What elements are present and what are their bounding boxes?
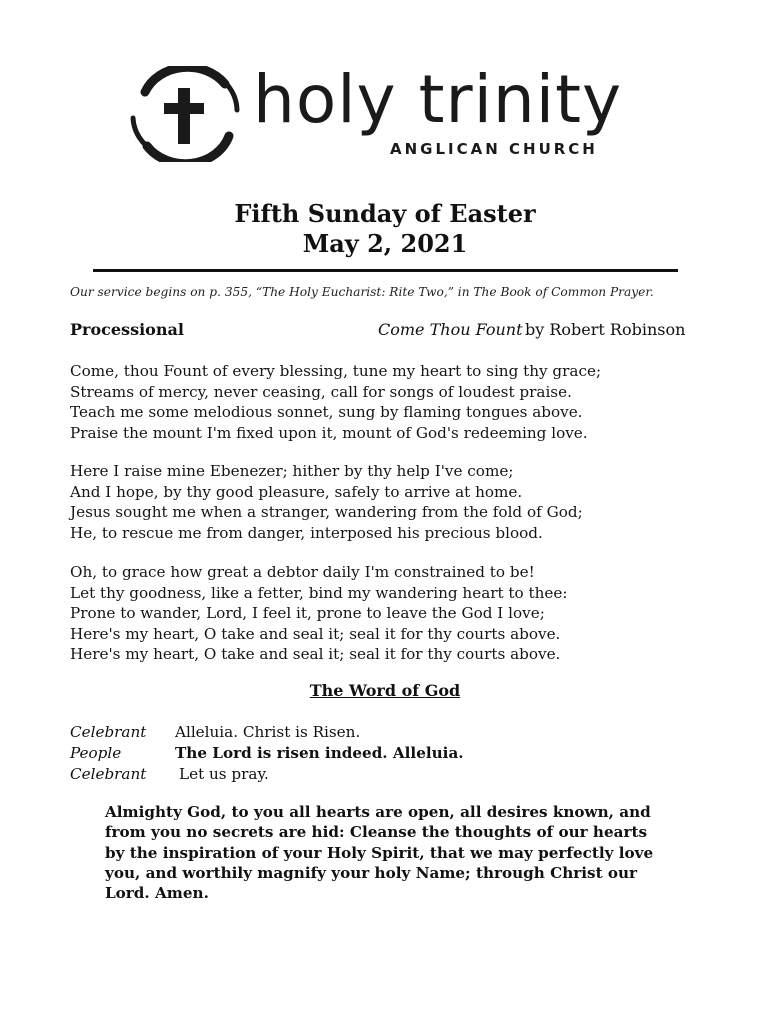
hymn-line: Here's my heart, O take and seal it; seal it for thy courts above. <box>70 645 561 663</box>
section-heading: The Word of God <box>309 681 461 700</box>
hymn-title: Come Thou Fount <box>378 320 523 339</box>
hymn-author: by Robert Robinson <box>525 320 686 339</box>
response-text: Alleluia. Christ is Risen. <box>175 723 361 741</box>
hymn-line: Teach me some melodious sonnet, sung by flaming tongues above. <box>70 403 583 421</box>
processional-label: Processional <box>70 320 184 339</box>
hymn-line: Streams of mercy, never ceasing, call for songs of loudest praise. <box>70 382 572 401</box>
prayer-line: from you no secrets are hid: Cleanse the thoughts of our hearts <box>105 823 648 842</box>
hymn-line: Praise the mount I'm fixed upon it, mount of God's redeeming love. <box>70 423 588 442</box>
circled-cross-icon <box>125 66 243 162</box>
hymn-line: Come, thou Fount of every blessing, tune my heart to sing thy grace; <box>70 362 602 380</box>
hymn-stanza <box>70 562 568 665</box>
hymn-line: Here I raise mine Ebenezer; hither by thy help I've come; <box>70 462 514 480</box>
church-logo <box>125 61 655 162</box>
hymn-line: He, to rescue me from danger, interposed his precious blood. <box>70 523 543 542</box>
response-text: The Lord is risen indeed. Alleluia. <box>175 744 464 762</box>
prayer-line: you, and worthily magnify your holy Name; through Christ our <box>105 863 638 882</box>
hymn-line: Oh, to grace how great a debtor daily I'm constrained to be! <box>70 563 535 581</box>
hymn-stanza <box>70 361 601 443</box>
hymn-line: Here's my heart, O take and seal it; seal it for thy courts above. <box>70 624 561 643</box>
prayer-line: by the inspiration of your Holy Spirit, that we may perfectly love <box>105 843 654 862</box>
hymn-stanza <box>70 461 583 543</box>
collect-prayer <box>105 802 705 903</box>
title-divider <box>93 269 678 272</box>
hymn-line: Let thy goodness, like a fetter, bind my wandering heart to thee: <box>70 583 568 602</box>
service-title: Fifth Sunday of Easter <box>234 199 536 228</box>
role-label: Celebrant <box>70 723 147 741</box>
role-label: Celebrant <box>70 765 147 783</box>
response-text: Let us pray. <box>179 765 269 783</box>
prayer-line: Lord. Amen. <box>105 884 209 903</box>
service-date: May 2, 2021 <box>302 229 468 258</box>
prayer-line: Almighty God, to you all hearts are open, all desires known, and <box>105 803 651 821</box>
logo-subtitle: ANGLICAN CHURCH <box>390 140 598 158</box>
logo-name: holy trinity <box>253 61 623 138</box>
intro-note: Our service begins on p. 355, “The Holy Eucharist: Rite Two,” in The Book of Common Prayer. <box>70 285 654 299</box>
hymn-line: And I hope, by thy good pleasure, safely to arrive at home. <box>70 482 523 501</box>
hymn-line: Prone to wander, Lord, I feel it, prone to leave the God I love; <box>70 604 545 622</box>
role-label: People <box>70 744 122 762</box>
hymn-line: Jesus sought me when a stranger, wandering from the fold of God; <box>70 503 583 521</box>
